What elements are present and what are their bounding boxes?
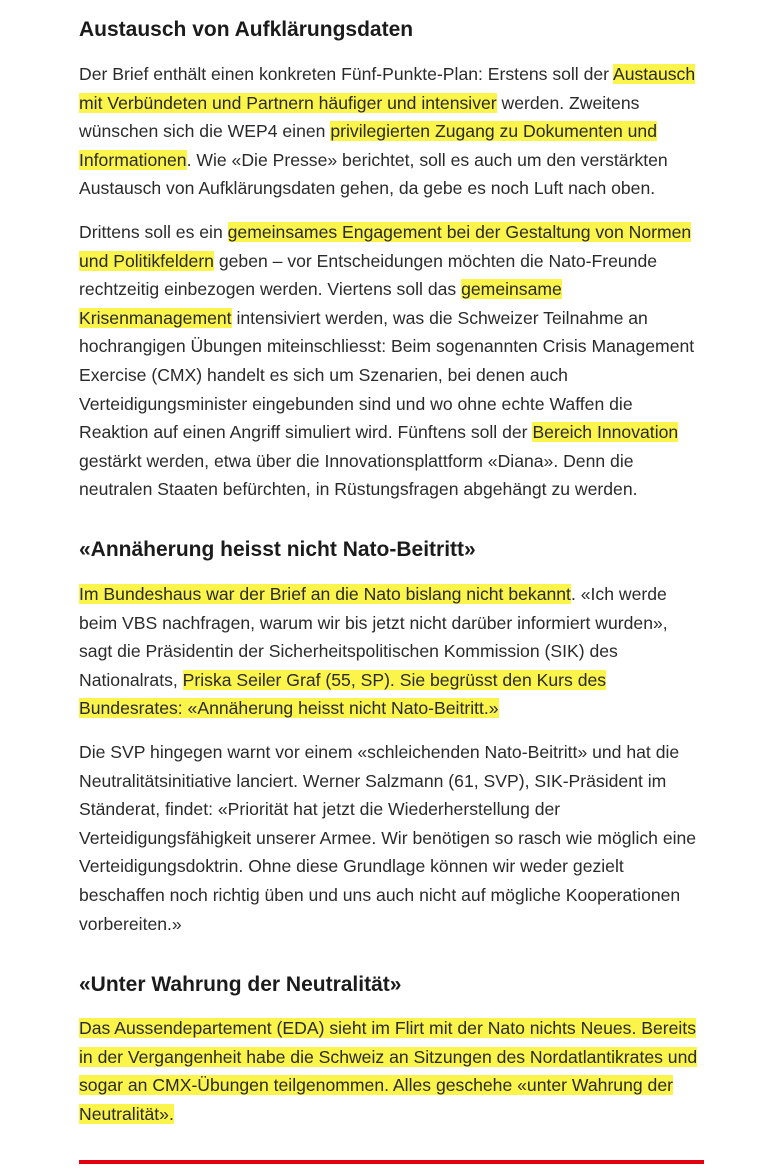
text-run: intensiviert werden, was die Schweizer Teilnahme an hochrangigen Übungen miteinschliesst: Beim sogenannten Crisis Management Exercise (CMX) handelt es sich um Szenarien, bei denen auch Verteidigungsminister eingebunden sind und wo ohne echte Waffen die Reaktion auf einen Angriff simuliert wird. Fünftens soll der bbox=[79, 307, 695, 443]
section-heading: Austausch von Aufklärungsdaten bbox=[79, 18, 414, 41]
highlighted-text: gemeinsames Engagement bei der Gestaltung von Normen und Politikfeldern bbox=[79, 222, 692, 271]
paragraph bbox=[79, 580, 704, 723]
highlighted-text: Das Aussendepartement (EDA) sieht im Flirt mit der Nato nichts Neues. Bereits in der Vergangenheit habe die Schweiz an Sitzungen des Nordatlantikrates und sogar an CMX-Übungen teilgenommen. Alles geschehe «unter Wahrung der Neutralität». bbox=[79, 1018, 698, 1124]
highlighted-text: privilegierten Zugang zu Dokumenten und Informationen bbox=[79, 121, 658, 170]
highlighted-text: Bereich Innovation bbox=[532, 422, 679, 443]
section-heading: «Annäherung heisst nicht Nato-Beitritt» bbox=[79, 538, 476, 561]
text-run: Der Brief enthält einen konkreten Fünf-Punkte-Plan: Erstens soll der bbox=[79, 64, 613, 84]
text-run: Die SVP hingegen warnt vor einem «schleichenden Nato-Beitritt» und hat die Neutralitätsinitiative lanciert. Werner Salzmann (61, SVP), SIK-Präsident im Ständerat, findet: «Priorität hat jetzt die Wiederherstellung der Verteidigungsfähigkeit unserer Armee. Wir benötigen so rasch wie möglich eine Verteidigungsdoktrin. Ohne diese Grundlage können wir weder gezielt beschaffen noch richtig üben und uns auch nicht auf mögliche Kooperationen vorbereiten.» bbox=[79, 742, 697, 934]
text-run: . «Ich werde beim VBS nachfragen, warum wir bis jetzt nicht darüber informiert wurden», sagt die Präsidentin der Sicherheitspolitischen Kommission (SIK) des Nationalrats, bbox=[79, 584, 668, 690]
paragraph bbox=[79, 1014, 704, 1128]
highlighted-text: Priska Seiler Graf (55, SP). Sie begrüsst den Kurs des Bundesrates: «Annäherung heisst nicht Nato-Beitritt.» bbox=[79, 669, 607, 719]
paragraph bbox=[79, 218, 704, 504]
text-run: . Wie «Die Presse» berichtet, soll es auch um den verstärkten Austausch von Aufklärungsdaten gehen, da gebe es noch Luft nach oben. bbox=[79, 149, 668, 199]
paragraph bbox=[79, 738, 704, 938]
text-run: Drittens soll es ein bbox=[79, 222, 228, 242]
paragraph bbox=[79, 60, 704, 203]
highlighted-text: Im Bundeshaus war der Brief an die Nato bislang nicht bekannt bbox=[79, 584, 571, 604]
text-run: gestärkt werden, etwa über die Innovationsplattform «Diana». Denn die neutralen Staaten befürchten, in Rüstungsfragen abgehängt zu werden. bbox=[79, 450, 638, 500]
highlighted-text: gemeinsame Krisenmanagement bbox=[79, 279, 562, 328]
section-divider bbox=[79, 1160, 704, 1164]
highlighted-text: Austausch mit Verbündeten und Partnern häufiger und intensiver bbox=[79, 64, 696, 113]
text-run: werden. Zweitens wünschen sich die WEP4 einen bbox=[79, 92, 640, 142]
section-heading: «Unter Wahrung der Neutralität» bbox=[79, 973, 402, 996]
text-run: geben – vor Entscheidungen möchten die Nato-Freunde rechtzeitig einbezogen werden. Viertens soll das bbox=[79, 250, 658, 300]
